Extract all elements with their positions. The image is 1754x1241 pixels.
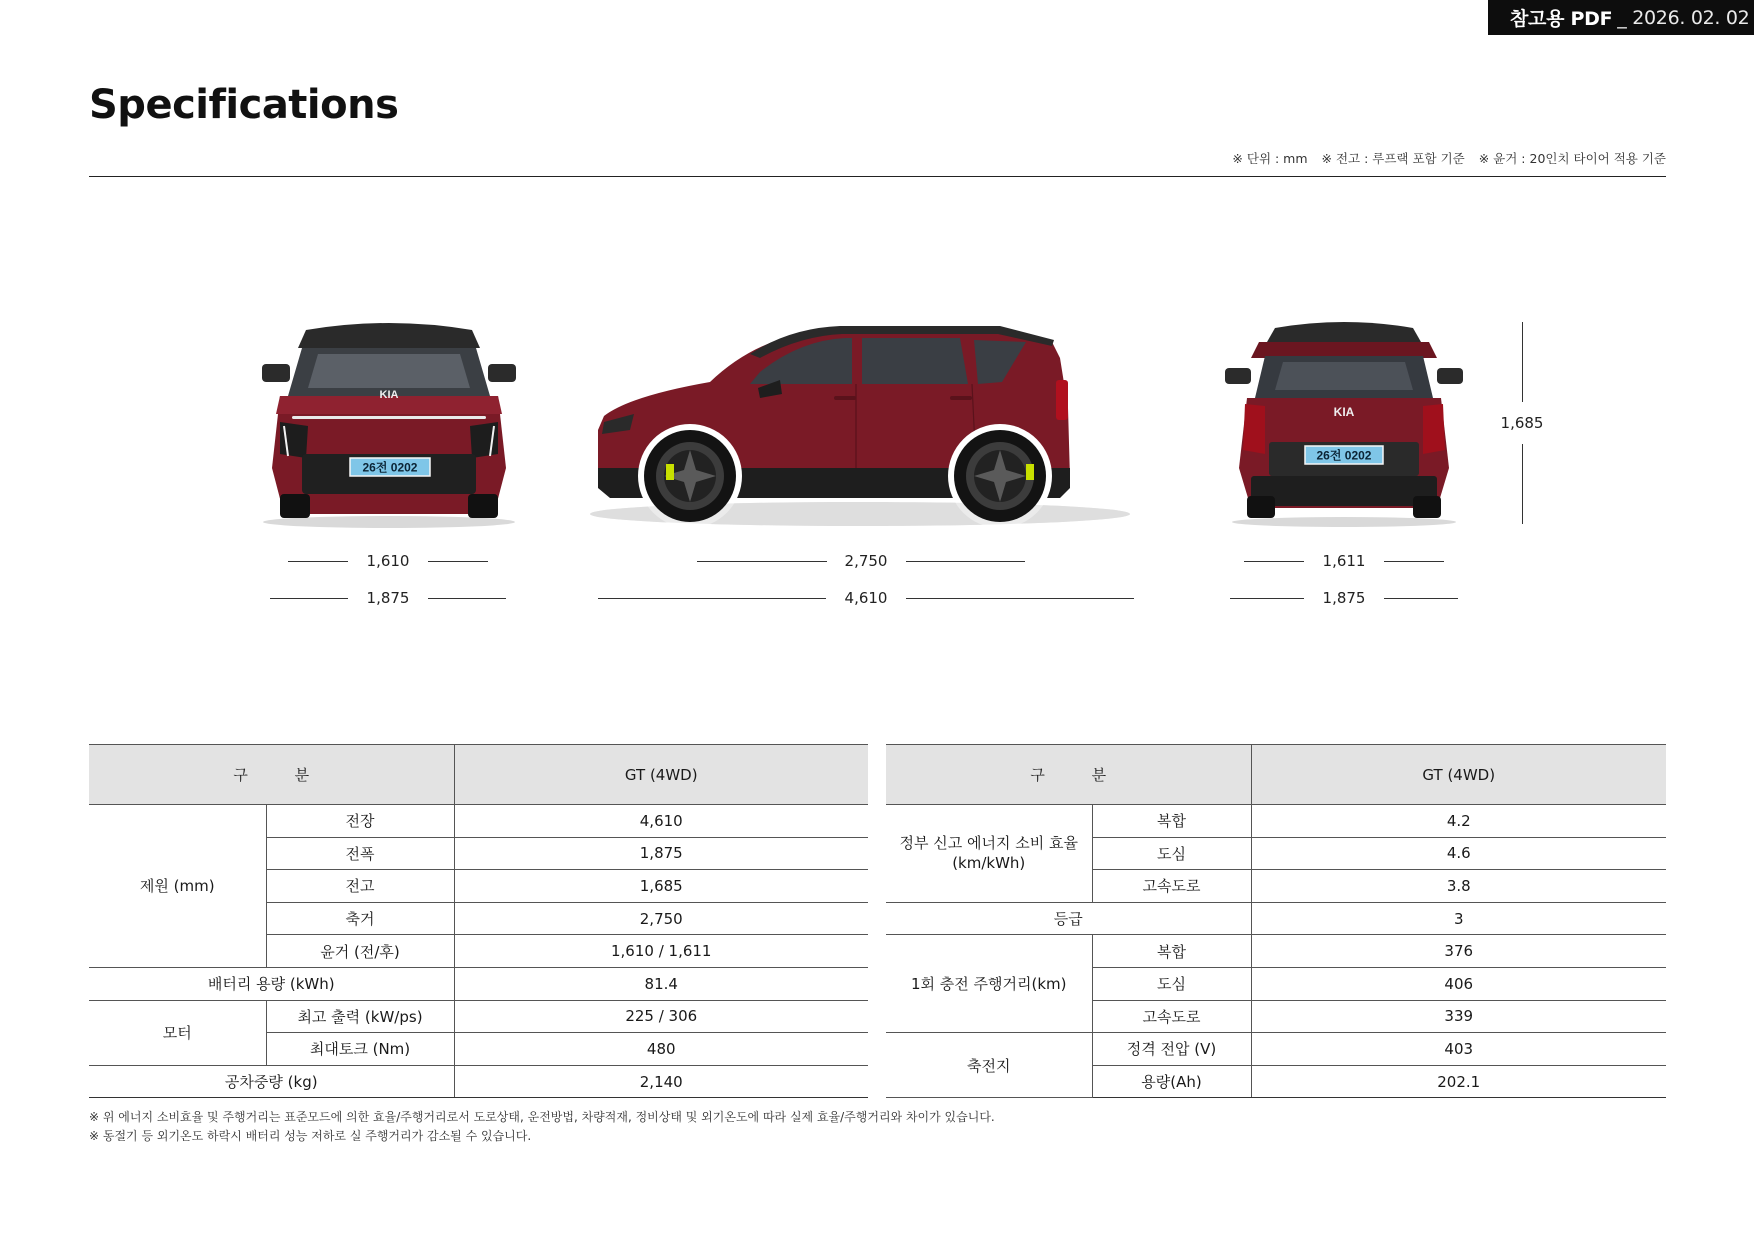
row-label: 최고 출력 (kW/ps) (266, 1000, 454, 1033)
rear-plate-text: 26전 0202 (1316, 448, 1372, 463)
range-group-label: 1회 충전 주행거리(km) (886, 935, 1092, 1033)
dim-length-value: 4,610 (844, 589, 888, 607)
footnote-winter: ※ 동절기 등 외기온도 하락시 배터리 성능 저하로 실 주행거리가 감소될 수 있습니다. (89, 1129, 532, 1143)
table-row (89, 967, 868, 1000)
dim-height (1500, 322, 1544, 524)
row-label: 윤거 (전/후) (266, 935, 454, 968)
curb-weight-label: 공차중량 (kg) (89, 1065, 454, 1098)
dim-front-width-value: 1,875 (366, 589, 410, 607)
row-value: 225 / 306 (454, 1000, 868, 1033)
unit-note-mm: ※ 단위 : mm (1232, 151, 1308, 166)
dim-rear-tread (1244, 551, 1444, 571)
row-label: 용량(Ah) (1092, 1065, 1251, 1098)
badge-label: 참고용 PDF (1510, 8, 1613, 30)
row-label: 복합 (1092, 935, 1251, 968)
row-label: 전폭 (266, 837, 454, 870)
dim-rear-width-value: 1,875 (1322, 589, 1366, 607)
row-value: 4,610 (454, 805, 868, 838)
car-side-view (590, 318, 1130, 530)
footnotes (89, 1108, 995, 1146)
table-header-row (886, 745, 1666, 805)
row-value: 4.6 (1251, 837, 1666, 870)
row-label: 고속도로 (1092, 1000, 1251, 1033)
dim-wheelbase-value: 2,750 (844, 552, 888, 570)
unit-notes (1222, 149, 1666, 167)
row-label: 최대토크 (Nm) (266, 1033, 454, 1066)
page-title: Specifications (89, 82, 399, 128)
row-label: 복합 (1092, 805, 1251, 838)
efficiency-group-label (886, 805, 1092, 903)
row-value: 406 (1251, 967, 1666, 1000)
header-trim: GT (4WD) (454, 745, 868, 805)
rear-logo-text: KIA (1333, 405, 1355, 419)
efficiency-group-line2: (km/kWh) (952, 854, 1026, 873)
row-value: 403 (1251, 1033, 1666, 1066)
row-value: 1,685 (454, 870, 868, 903)
car-rear-view (1225, 318, 1463, 530)
motor-group-label: 모터 (89, 1000, 266, 1065)
footnote-efficiency: ※ 위 에너지 소비효율 및 주행거리는 표준모드에 의한 효율/주행거리로서 도로상태, 운전방법, 차량적재, 정비상태 및 외기온도에 따라 실제 효율/주행거리와 차이가 있습니다. (89, 1110, 995, 1124)
dim-height-value: 1,685 (1500, 414, 1544, 432)
spec-table-right (886, 744, 1666, 1098)
row-label: 전고 (266, 870, 454, 903)
row-value: 1,610 / 1,611 (454, 935, 868, 968)
title-divider (89, 176, 1666, 177)
spec-table-left (89, 744, 868, 1098)
table-row (89, 1000, 868, 1033)
efficiency-group-line1: 정부 신고 에너지 소비 효율 (899, 834, 1078, 853)
dim-length (598, 588, 1134, 608)
table-row (886, 902, 1666, 935)
row-value: 2,750 (454, 902, 868, 935)
dim-front-width (270, 588, 506, 608)
dim-front-tread-value: 1,610 (366, 552, 410, 570)
table-row (886, 1033, 1666, 1066)
header-trim: GT (4WD) (1251, 745, 1666, 805)
grade-value: 3 (1251, 902, 1666, 935)
dim-front-tread (288, 551, 488, 571)
header-category: 구 분 (89, 745, 454, 805)
row-label: 고속도로 (1092, 870, 1251, 903)
row-value: 480 (454, 1033, 868, 1066)
header-category: 구 분 (886, 745, 1251, 805)
badge-date: _ 2026. 02. 02 (1617, 6, 1750, 29)
dim-rear-tread-value: 1,611 (1322, 552, 1366, 570)
table-row (89, 805, 868, 838)
table-row (89, 1065, 868, 1098)
dimension-group-label: 제원 (mm) (89, 805, 266, 968)
row-label: 도심 (1092, 837, 1251, 870)
dim-rear-width (1230, 588, 1458, 608)
row-value: 376 (1251, 935, 1666, 968)
battery-capacity-label: 배터리 용량 (kWh) (89, 967, 454, 1000)
row-value: 4.2 (1251, 805, 1666, 838)
curb-weight-value: 2,140 (454, 1065, 868, 1098)
row-label: 정격 전압 (V) (1092, 1033, 1251, 1066)
unit-note-height: ※ 전고 : 루프랙 포함 기준 (1321, 151, 1465, 166)
grade-label: 등급 (886, 902, 1251, 935)
battery-group-label: 축전지 (886, 1033, 1092, 1098)
table-row (886, 805, 1666, 838)
car-front-view (258, 318, 520, 530)
battery-capacity-value: 81.4 (454, 967, 868, 1000)
row-value: 339 (1251, 1000, 1666, 1033)
reference-pdf-badge (1488, 0, 1754, 35)
row-value: 1,875 (454, 837, 868, 870)
row-value: 3.8 (1251, 870, 1666, 903)
front-logo-text: KIA (379, 389, 399, 401)
front-plate-text: 26전 0202 (362, 460, 418, 475)
row-label: 도심 (1092, 967, 1251, 1000)
dim-wheelbase (697, 551, 1025, 571)
row-label: 축거 (266, 902, 454, 935)
table-header-row (89, 745, 868, 805)
row-label: 전장 (266, 805, 454, 838)
unit-note-tread: ※ 윤거 : 20인치 타이어 적용 기준 (1478, 151, 1666, 166)
row-value: 202.1 (1251, 1065, 1666, 1098)
table-row (886, 935, 1666, 968)
